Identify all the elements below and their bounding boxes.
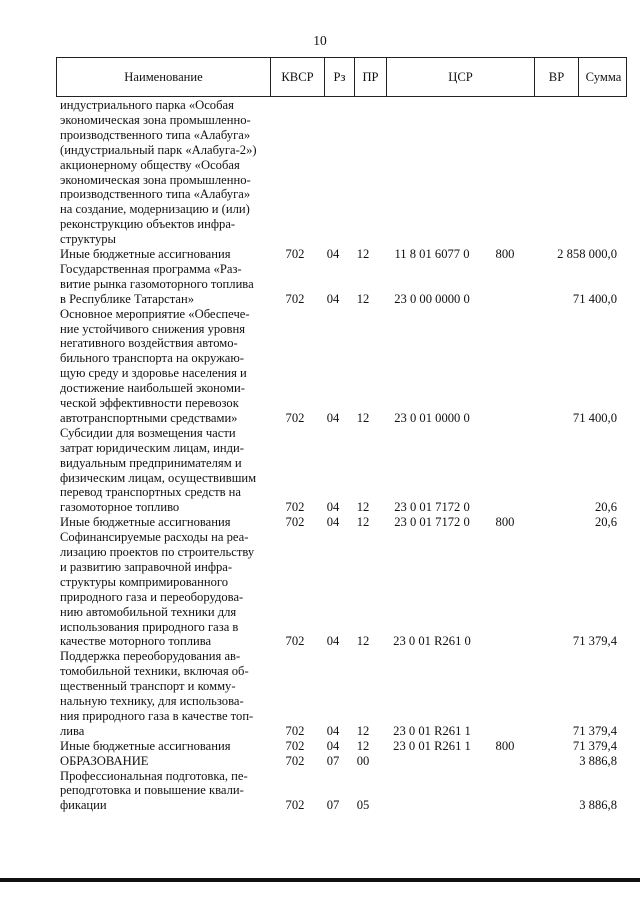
row-rz: 04 <box>326 723 340 738</box>
bottom-rule <box>0 878 640 882</box>
row-name-line: томобильной техники, включая об- <box>60 664 249 679</box>
row-name-line: экономическая зона промышленно- <box>60 172 251 187</box>
row-name-line: ческой эффективности перевозок <box>60 396 239 411</box>
row-name-line: реподготовка и повышение квали- <box>60 783 244 798</box>
row-name <box>60 247 265 262</box>
row-csr: 23 0 01 R261 1 <box>393 723 471 738</box>
row-name-line: физическим лицам, осуществившим <box>60 470 257 485</box>
row-name-line: газомоторное топливо <box>60 500 180 515</box>
table-row <box>0 247 640 262</box>
row-sum: 71 400,0 <box>572 291 617 306</box>
row-sum: 20,6 <box>594 500 617 515</box>
table-row <box>0 739 640 754</box>
row-name-line: негативного воздействия автомо- <box>60 336 238 351</box>
row-name-line: фикации <box>60 798 107 813</box>
row-name <box>60 769 265 814</box>
row-name-line: реконструкцию объектов инфра- <box>60 217 236 232</box>
row-sum: 71 379,4 <box>572 723 617 738</box>
row-pr: 05 <box>356 798 370 813</box>
row-rz: 07 <box>326 798 340 813</box>
row-sum: 71 400,0 <box>572 410 617 425</box>
row-kvsr: 702 <box>285 500 305 515</box>
row-name-line: в Республике Татарстан» <box>60 291 195 306</box>
row-sum: 71 379,4 <box>572 634 617 649</box>
row-name-line: Софинансируемые расходы на реа- <box>60 530 249 545</box>
row-name-line: Профессиональная подготовка, пе- <box>60 768 248 783</box>
row-sum: 20,6 <box>594 515 617 530</box>
table-row <box>0 530 640 649</box>
row-kvsr: 702 <box>285 291 305 306</box>
page-number: 10 <box>313 33 327 48</box>
row-csr: 23 0 01 R261 0 <box>393 634 471 649</box>
table-row <box>0 515 640 530</box>
row-name-line: на создание, модернизацию и (или) <box>60 202 250 217</box>
row-name-line: лива <box>60 723 85 738</box>
row-pr: 12 <box>356 738 370 753</box>
row-rz: 04 <box>326 410 340 425</box>
row-name-line: щественный транспорт и комму- <box>60 679 236 694</box>
row-name-line: лизацию проектов по строительству <box>60 545 255 559</box>
row-csr: 23 0 01 R261 1 <box>393 738 471 753</box>
row-name-line: Иные бюджетные ассигнования <box>60 738 231 753</box>
row-kvsr: 702 <box>285 798 305 813</box>
row-rz: 07 <box>326 753 340 768</box>
row-name-line: природного газа и переоборудова- <box>60 589 244 604</box>
row-name-line: нию автомобильной техники для <box>60 604 237 619</box>
row-name <box>60 530 265 649</box>
row-name-line: производственного типа «Алабуга» <box>60 187 251 202</box>
header-pr: ПР <box>355 58 387 96</box>
row-name-line: Государственная программа «Раз- <box>60 261 242 276</box>
row-name-line: бильного транспорта на окружаю- <box>60 351 244 366</box>
row-kvsr: 702 <box>285 738 305 753</box>
row-rz: 04 <box>326 500 340 515</box>
row-pr: 12 <box>356 410 370 425</box>
row-name-line: (индустриальный парк «Алабуга-2») <box>60 142 257 157</box>
row-name-line: качестве моторного топлива <box>60 634 212 649</box>
row-name-line: затрат юридическим лицам, инди- <box>60 440 244 455</box>
row-name-line: видуальным предпринимателям и <box>60 455 242 470</box>
row-pr: 12 <box>356 500 370 515</box>
row-vr: 800 <box>495 738 515 753</box>
table-row <box>0 98 640 247</box>
row-name <box>60 307 265 426</box>
row-name <box>60 754 265 769</box>
row-name-line: витие рынка газомоторного топлива <box>60 276 254 291</box>
row-rz: 04 <box>326 247 340 261</box>
row-name-line: нальную технику, для использова- <box>60 694 244 709</box>
table-row <box>0 769 640 814</box>
row-name-line: производственного типа «Алабуга» <box>60 127 251 142</box>
row-csr: 23 0 01 7172 0 <box>394 500 470 515</box>
row-name-line: Поддержка переоборудования ав- <box>60 649 241 664</box>
row-name-line: достижение наибольшей экономи- <box>60 381 245 396</box>
row-name-line: Основное мероприятие «Обеспече- <box>60 306 250 321</box>
row-sum: 3 886,8 <box>579 753 617 768</box>
table-row <box>0 649 640 738</box>
row-sum: 3 886,8 <box>579 798 617 813</box>
row-name-line: ОБРАЗОВАНИЕ <box>60 753 149 768</box>
row-name-line: щую среду и здоровье населения и <box>60 366 247 381</box>
row-name-line: ния природного газа в качестве топ- <box>60 708 254 723</box>
row-name-line: перевод транспортных средств на <box>60 485 241 500</box>
header-name: Наименование <box>57 58 271 96</box>
row-pr: 00 <box>356 753 370 768</box>
row-csr: 23 0 01 7172 0 <box>394 515 470 530</box>
table-row <box>0 426 640 515</box>
row-name-line: экономическая зона промышленно- <box>60 112 251 127</box>
row-name <box>60 262 265 307</box>
row-name-line: Субсидии для возмещения части <box>60 425 236 440</box>
row-kvsr: 702 <box>285 723 305 738</box>
row-pr: 12 <box>356 634 370 649</box>
row-name-line: акционерному обществу «Особая <box>60 157 240 172</box>
row-pr: 12 <box>356 515 370 530</box>
row-vr: 800 <box>495 247 515 261</box>
row-name-line: Иные бюджетные ассигнования <box>60 247 231 261</box>
row-sum: 2 858 000,0 <box>557 247 617 261</box>
row-pr: 12 <box>356 247 370 261</box>
row-name-line: структуры компримированного <box>60 574 229 589</box>
header-vr: ВР <box>535 58 579 96</box>
row-name-line: структуры <box>60 232 117 247</box>
row-pr: 12 <box>356 291 370 306</box>
row-rz: 04 <box>326 634 340 649</box>
header-rz: Рз <box>325 58 355 96</box>
table-row <box>0 754 640 769</box>
table-header <box>56 57 627 97</box>
row-sum: 71 379,4 <box>572 738 617 753</box>
header-kvsr: КВСР <box>271 58 325 96</box>
row-name <box>60 515 265 530</box>
row-name-line: и развитию заправочной инфра- <box>60 559 233 574</box>
row-name-line: Иные бюджетные ассигнования <box>60 515 231 530</box>
row-rz: 04 <box>326 515 340 530</box>
row-name <box>60 426 265 515</box>
table-row <box>0 307 640 426</box>
row-name <box>60 649 265 738</box>
row-rz: 04 <box>326 291 340 306</box>
row-name-line: автотранспортными средствами» <box>60 410 238 425</box>
row-name-line: индустриального парка «Особая <box>60 98 234 112</box>
row-kvsr: 702 <box>285 634 305 649</box>
row-name <box>60 98 265 247</box>
row-csr: 11 8 01 6077 0 <box>394 247 470 261</box>
row-name-line: ние устойчивого снижения уровня <box>60 321 245 336</box>
row-kvsr: 702 <box>285 247 305 261</box>
row-rz: 04 <box>326 738 340 753</box>
header-csr: ЦСР <box>387 58 535 96</box>
row-kvsr: 702 <box>285 753 305 768</box>
row-name-line: использования природного газа в <box>60 619 239 634</box>
row-pr: 12 <box>356 723 370 738</box>
row-csr: 23 0 00 0000 0 <box>394 291 470 306</box>
row-name <box>60 739 265 754</box>
row-csr: 23 0 01 0000 0 <box>394 410 470 425</box>
table-row <box>0 262 640 307</box>
row-kvsr: 702 <box>285 515 305 530</box>
row-kvsr: 702 <box>285 410 305 425</box>
header-sum: Сумма <box>585 69 622 84</box>
row-vr: 800 <box>495 515 515 530</box>
